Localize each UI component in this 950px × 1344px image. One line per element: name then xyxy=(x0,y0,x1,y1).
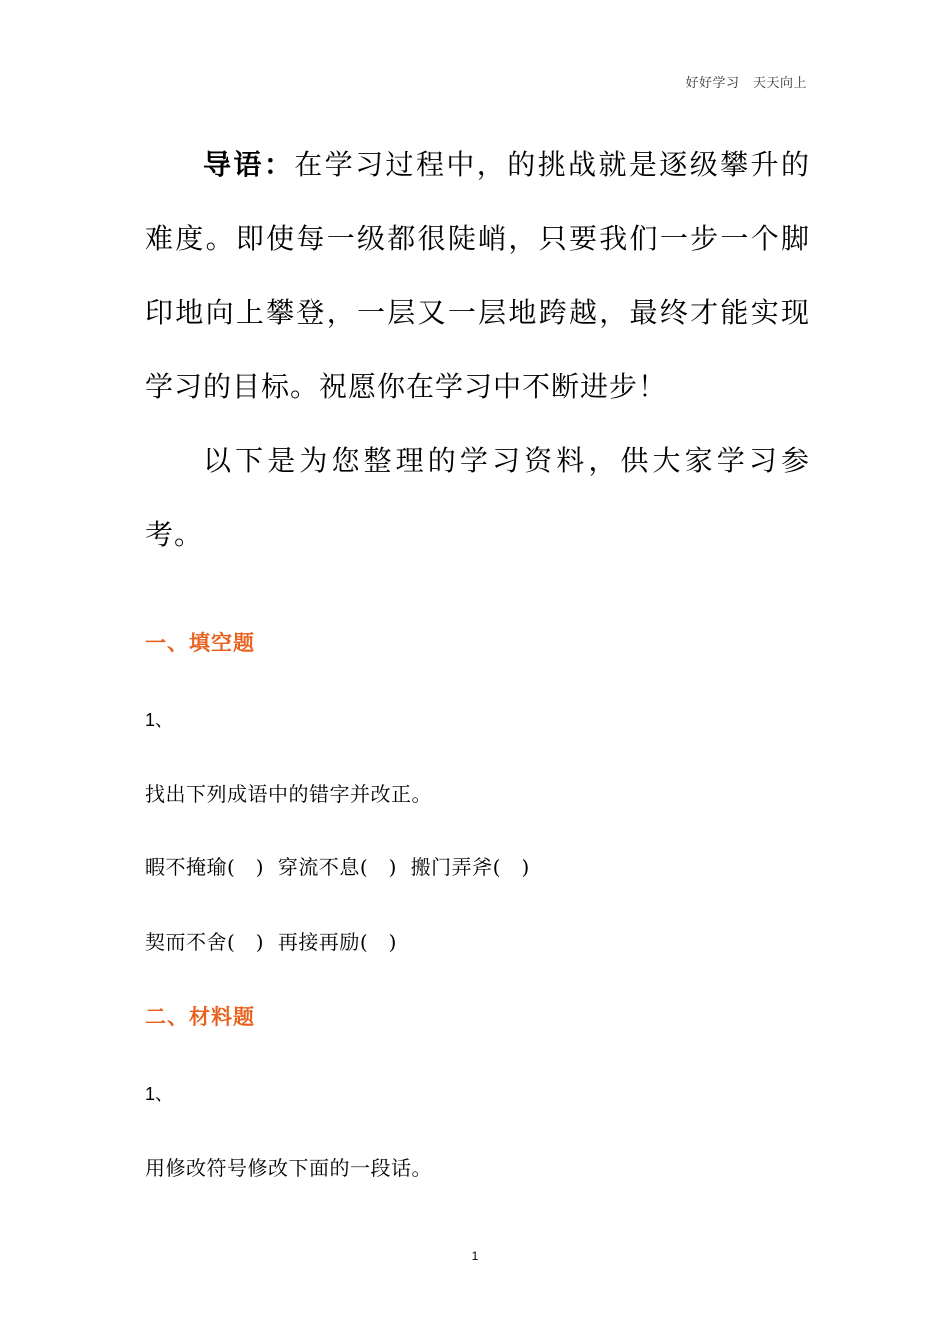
section-heading-material: 二、材料题 xyxy=(145,1005,255,1029)
page-header: 好好学习 天天向上 xyxy=(685,76,807,91)
section-heading-fill-in: 一、填空题 xyxy=(145,631,255,655)
idiom-line-1: 暇不掩瑜( ) 穿流不息( ) 搬门弄斧( ) xyxy=(145,855,530,879)
question-instruction: 用修改符号修改下面的一段话。 xyxy=(145,1156,432,1180)
question-instruction: 找出下列成语中的错字并改正。 xyxy=(145,782,432,806)
lead-text: 在学习过程中，的挑战就是逐级攀升的难度。即使每一级都很陡峭，只要我们一步一个脚印地向上攀登，一层又一层地跨越，最终才能实现学习的目标。祝愿你在学习中不断进步！ xyxy=(145,148,810,403)
intro-second-paragraph: 以下是为您整理的学习资料，供大家学习参考。 xyxy=(145,444,810,551)
idiom-line-2: 契而不舍( ) 再接再励( ) xyxy=(145,930,397,954)
question-number: 1、 xyxy=(145,1084,174,1104)
intro-block xyxy=(145,128,810,572)
page-number: 1 xyxy=(471,1249,479,1263)
question-number: 1、 xyxy=(145,710,174,730)
intro-paragraph xyxy=(145,128,810,424)
lead-label: 导语： xyxy=(203,148,295,181)
